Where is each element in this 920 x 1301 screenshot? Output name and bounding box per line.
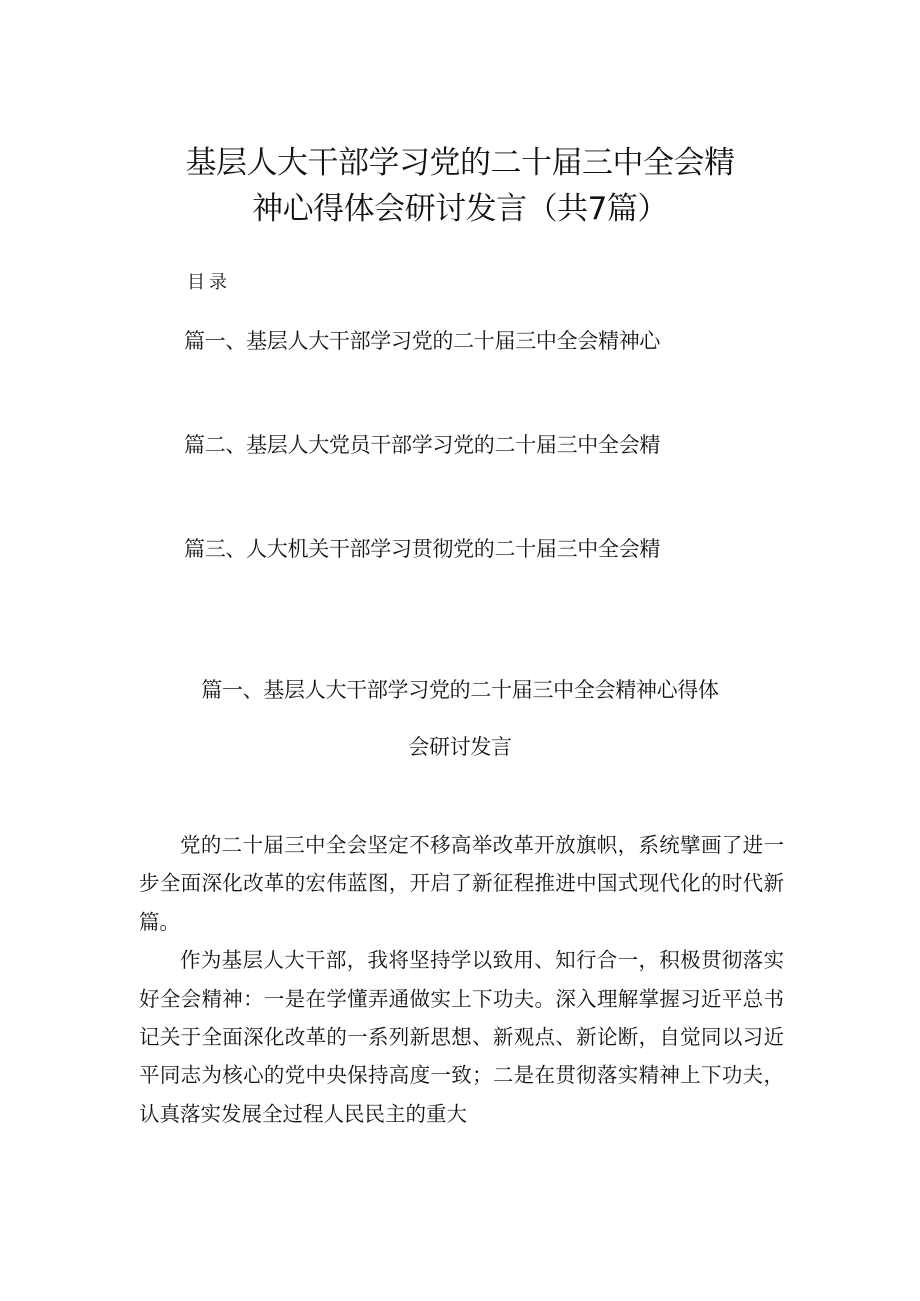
toc-label: 目录 [187,272,231,293]
paragraph-1: 党的二十届三中全会坚定不移高举改革开放旗帜，系统擘画了进一步全面深化改革的宏伟蓝图，开启了新征程推进中国式现代化的时代新篇。 [139,833,784,934]
paragraph-2: 作为基层人大干部，我将坚持学以致用、知行合一，积极贯彻落实好全会精神：一是在学懂弄通做实上下功夫。深入理解掌握习近平总书记关于全面深化改革的一系列新思想、新观点、新论断，自觉同以习近平同志为核心的党中央保持高度一致；二是在贯彻落实精神上下功夫，认真落实发展全过程人民民主的重大 [139,948,784,1126]
document-title [120,140,800,232]
body-text [139,826,784,1133]
section-title-line-2: 会研讨发言 [408,735,512,759]
document-title-line-2: 神心得体会研讨发言（共7篇） [252,191,668,227]
document-title-line-1: 基层人大干部学习党的二十届三中全会精 [185,145,735,181]
section-title-line-1: 篇一、基层人大干部学习党的二十届三中全会精神心得体 [201,678,719,702]
toc-item-2[interactable]: 篇二、基层人大党员干部学习党的二十届三中全会精 [184,433,661,457]
toc-item-3[interactable]: 篇三、人大机关干部学习贯彻党的二十届三中全会精 [184,537,661,561]
toc-item-1[interactable]: 篇一、基层人大干部学习党的二十届三中全会精神心 [184,329,661,353]
